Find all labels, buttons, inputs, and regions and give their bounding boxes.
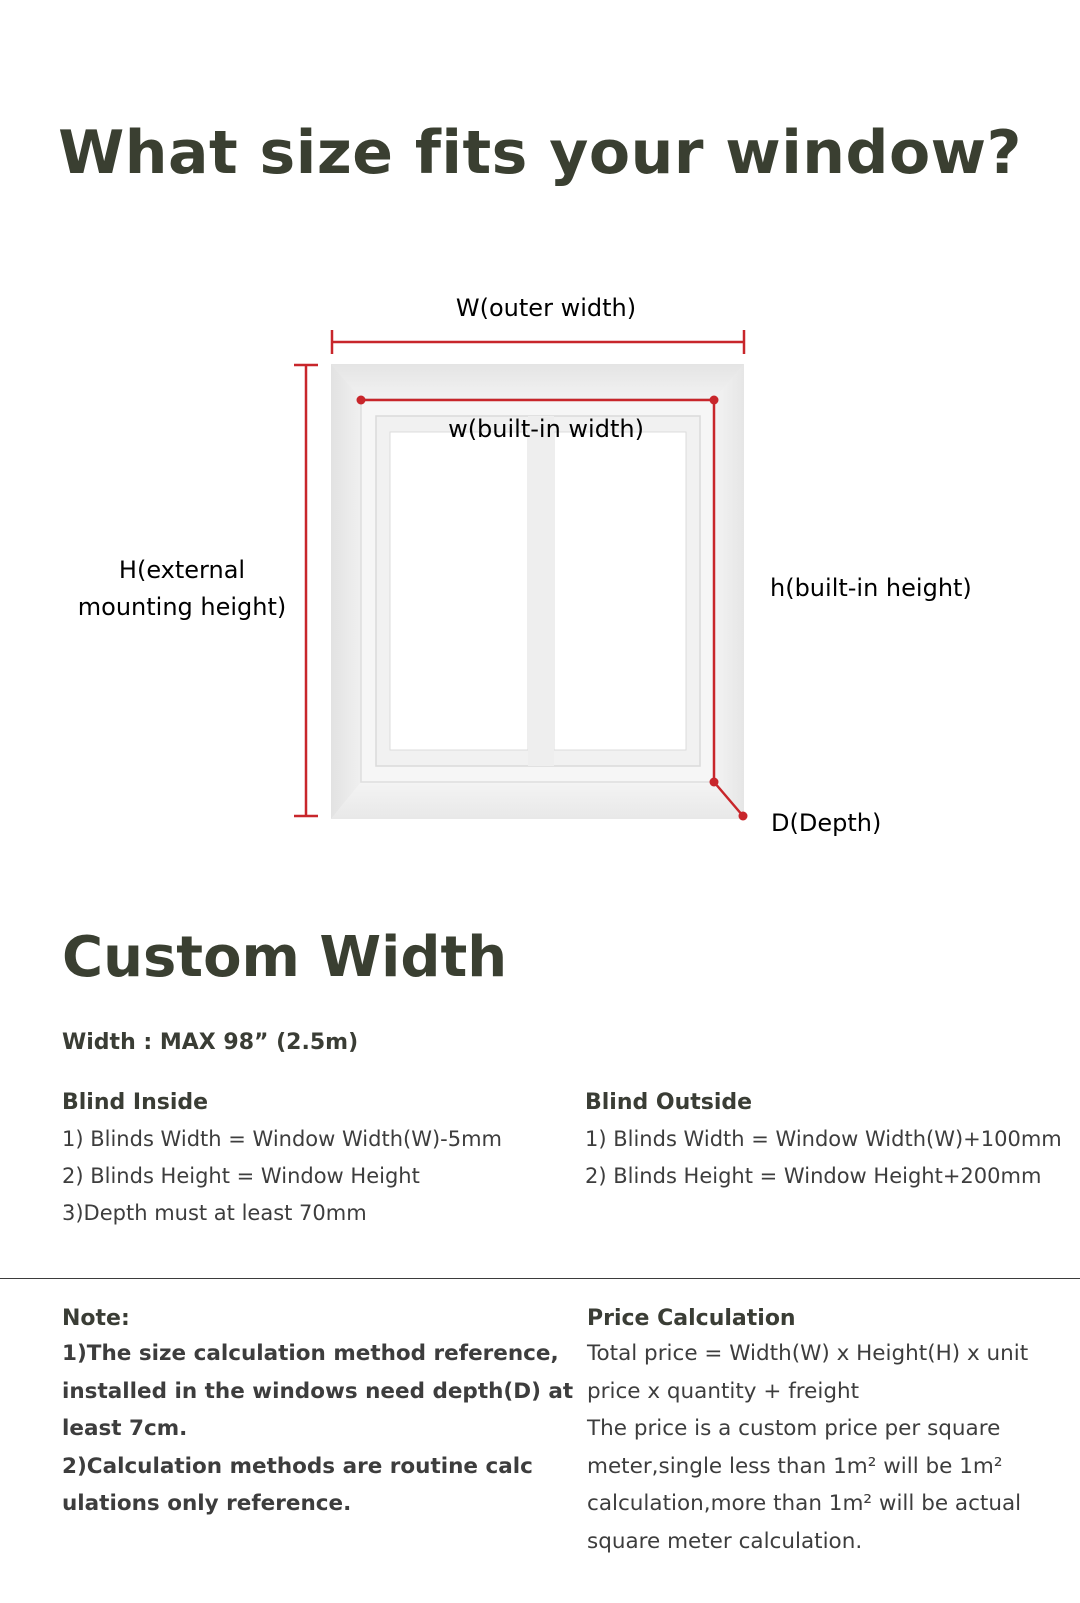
blind-outside-line: 1) Blinds Width = Window Width(W)+100mm <box>585 1127 1062 1151</box>
blind-outside-section <box>585 1090 1062 1195</box>
outer-width-label: W(outer width) <box>455 294 637 322</box>
blind-outside-heading: Blind Outside <box>585 1090 753 1115</box>
blind-inside-line: 2) Blinds Height = Window Height <box>62 1164 420 1188</box>
depth-label: D(Depth) <box>771 809 882 837</box>
note-line: 2)Calculation methods are routine calc <box>62 1453 533 1479</box>
section-divider <box>0 1278 1080 1279</box>
window-measurement-diagram <box>0 270 1080 870</box>
custom-width-title: Custom Width <box>62 925 508 990</box>
price-line: calculation,more than 1m² will be actual <box>587 1491 1022 1516</box>
price-line: price x quantity + freight <box>587 1378 860 1404</box>
builtin-width-label: w(built-in width) <box>448 415 644 443</box>
blind-inside-section <box>62 1090 502 1232</box>
price-line: square meter calculation. <box>587 1528 863 1554</box>
external-height-label-line1: H(external <box>118 556 246 584</box>
outer-width-measure <box>332 330 744 354</box>
external-height-measure <box>294 365 318 816</box>
note-line: least 7cm. <box>62 1416 188 1441</box>
price-line: The price is a custom price per square <box>587 1416 1001 1441</box>
blind-outside-line: 2) Blinds Height = Window Height+200mm <box>585 1164 1042 1188</box>
note-line: 1)The size calculation method reference, <box>62 1341 559 1366</box>
price-line: meter,single less than 1m² will be 1m² <box>587 1453 1003 1479</box>
blind-inside-heading: Blind Inside <box>62 1090 209 1115</box>
max-width-text: Width : MAX 98” (2.5m) <box>62 1030 359 1055</box>
window-frame <box>361 399 714 782</box>
page-title: What size fits your window? <box>58 118 1022 188</box>
blind-inside-line: 1) Blinds Width = Window Width(W)-5mm <box>62 1127 503 1151</box>
external-height-label-line2: mounting height) <box>77 593 287 621</box>
note-line: ulations only reference. <box>62 1491 352 1516</box>
note-heading: Note: <box>62 1306 130 1331</box>
note-section <box>62 1306 573 1523</box>
builtin-height-label: h(built-in height) <box>770 574 972 602</box>
price-heading: Price Calculation <box>587 1306 796 1331</box>
price-line: Total price = Width(W) x Height(H) x unit <box>587 1341 1029 1366</box>
price-section <box>587 1306 1028 1560</box>
blind-inside-line: 3)Depth must at least 70mm <box>62 1201 367 1225</box>
note-line: installed in the windows need depth(D) at <box>62 1378 574 1404</box>
